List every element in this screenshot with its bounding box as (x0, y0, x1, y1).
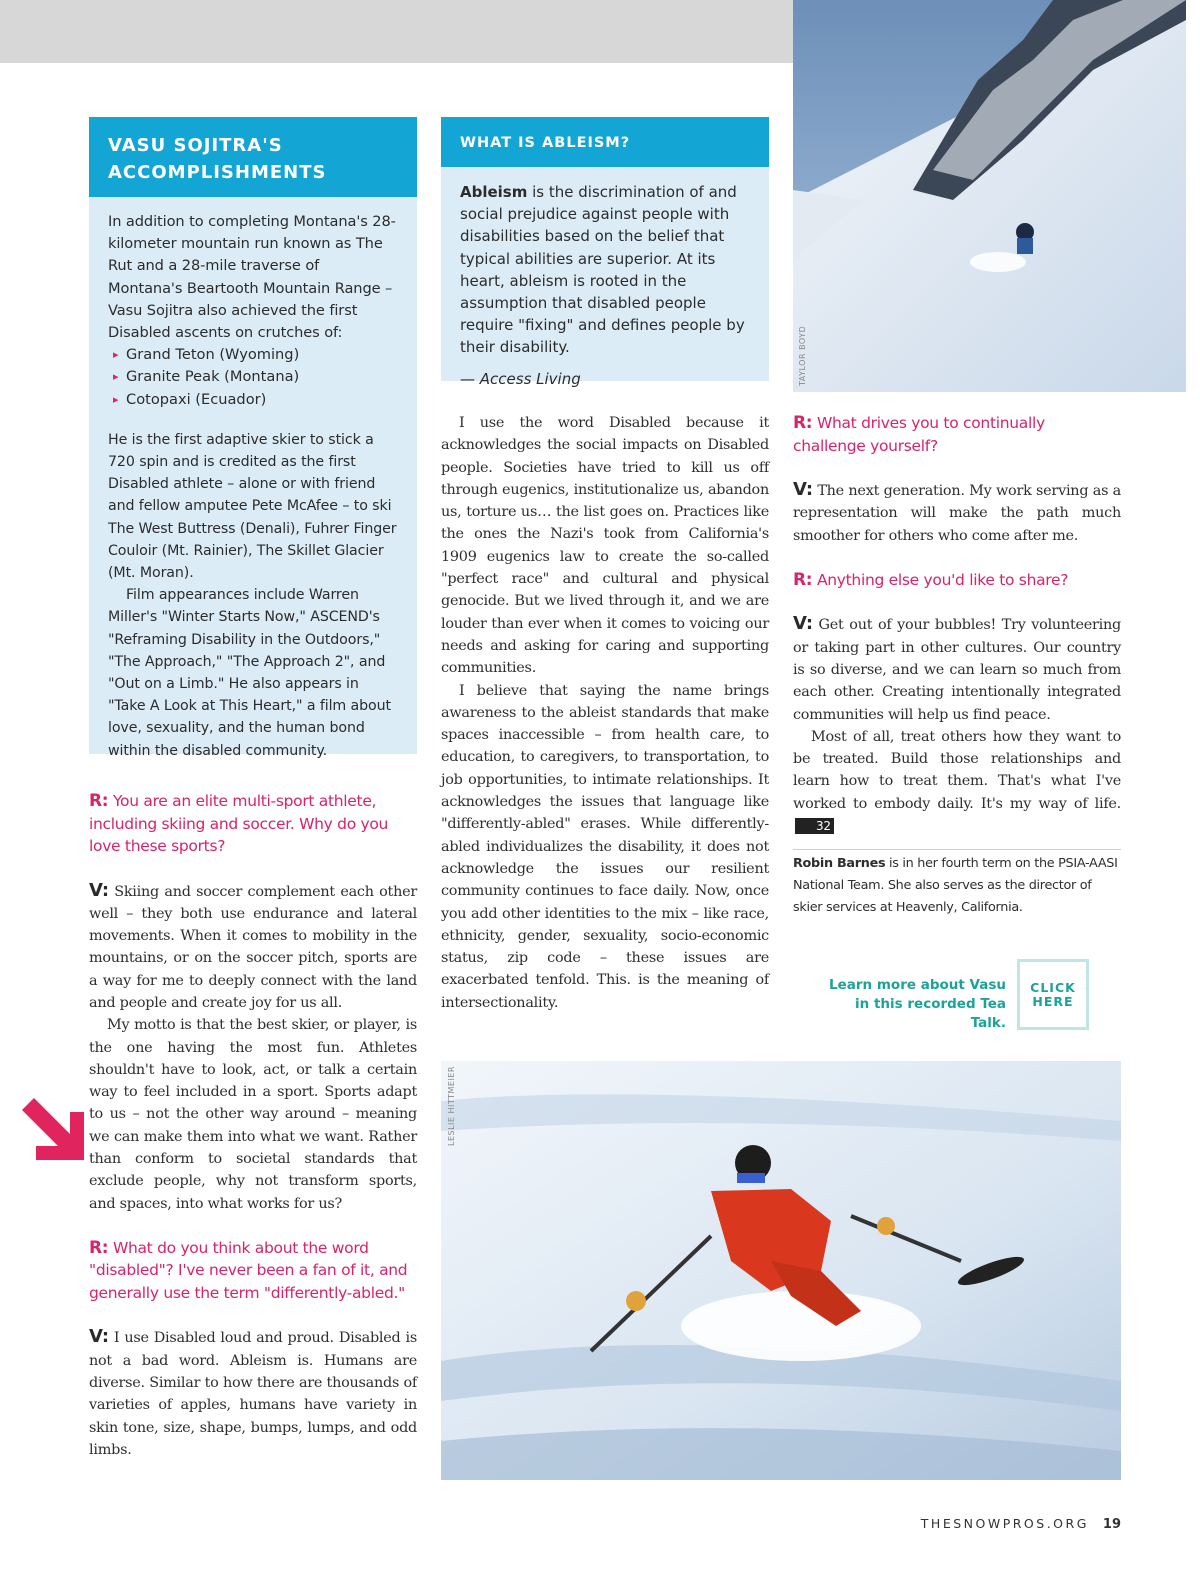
diagonal-arrow-icon (22, 1098, 88, 1166)
list-item: ▸ Granite Peak (Montana) (108, 366, 398, 388)
adaptive-skier-photo (441, 1061, 1121, 1480)
photo-credit-top: TAYLOR BOYD (798, 325, 807, 386)
answer: V: The next generation. My work serving as a representation will make the path much smoother for others who come after me. (793, 479, 1122, 544)
article-column-2 (441, 412, 769, 1014)
page-number: 19 (1102, 1517, 1121, 1532)
list-item: ▸ Cotopaxi (Ecuador) (108, 389, 398, 411)
answer: V: Skiing and soccer complement each other well – they both use endurance and lateral movements. When it comes to mobility in the mountains, or on the soccer pitch, sports are a way for me to deeply connect with the land and people and create joy for us all. (89, 879, 417, 1011)
accomplishments-intro: In addition to completing Montana's 28-kilometer mountain run known as The Rut and a 28-mile traverse of Montana's Beartooth Mountain Range – Vasu Sojitra also achieved the first Disabled ascents on crutches of: (108, 213, 396, 342)
accomplishments-heading: VASU SOJITRA'S ACCOMPLISHMENTS (89, 117, 417, 197)
question: R: You are an elite multi-sport athlete, including skiing and soccer. Why do you love these sports? (89, 791, 389, 855)
top-gray-bar (0, 0, 793, 63)
article-column-3 (793, 412, 1121, 919)
answer: V: I use Disabled loud and proud. Disabled is not a bad word. Ableism is. Humans are diverse. Similar to how there are thousands of varieties of apples, humans have variety in skin tone, size, shape, bumps, lumps, and odd limbs. (89, 1326, 417, 1458)
skier-mountain-photo (793, 0, 1186, 392)
accomplishments-para: Film appearances include Warren Miller's "Winter Starts Now," ASCEND's "Reframing Disability in the Outdoors," "The Approach," "The Approach 2", and "Out on a Limb." He also appears in "Take A Look at This Heart," a film about love, sexuality, and the human bond within the disabled community. (108, 587, 391, 759)
accomplishments-para: He is the first adaptive skier to stick a 720 spin and is credited as the first Disabled athlete – alone or with friend and fellow amputee Pete McAfee – to ski The West Buttress (Denali), Fuhrer Finger Couloir (Mt. Rainier), The Skillet Glacier (Mt. Moran). (108, 431, 397, 582)
question: R: Anything else you'd like to share? (793, 569, 1069, 590)
article-column-1 (89, 790, 417, 1461)
page-footer (880, 1516, 1121, 1532)
photo-credit-bottom: LESLIE HITTMEIER (447, 1066, 456, 1146)
accomplishments-box (89, 197, 417, 759)
answer: I believe that saying the name brings awareness to the ableist standards that make spaces inaccessible – from health care, to education, to caregivers, to transportation, to job opportunities, to intimate relationships. It acknowledges the issues that language like "differently-abled" erases. While differently-abled individualizes the disability, it does not acknowledge the issues our resilient community continues to face daily. Now, once you add other identities to the mix – like race, ethnicity, gender, sexuality, socio-economic status, zip code – these issues are exacerbated tenfold. This. is the meaning of intersectionality. (441, 682, 769, 1011)
ascents-list (108, 344, 398, 411)
ableism-box (441, 167, 769, 388)
end-mark: 32 (795, 818, 834, 834)
ableism-attribution: — Access Living (460, 369, 581, 388)
author-name: Robin Barnes (793, 856, 886, 872)
answer: I use the word Disabled because it acknowledges the social impacts on Disabled people. Societies have tried to kill us off through eugenics, institutionalize us, abandon us, torture us… the list goes on. Practices like the ones the Nazi's took from California's 1909 eugenics law to create the so-called "perfect race" and cultural and physical genocide. But we lived through it, and we are louder than ever when it comes to voicing our needs and asking for caring and supporting communities. (441, 415, 769, 677)
question: R: What drives you to continually challenge yourself? (793, 413, 1045, 455)
ableism-definition: Ableism is the discrimination of and social prejudice against people with disabilities based on the belief that typical abilities are superior. At its heart, ableism is rooted in the assumption that disabled people require "fixing" and defines people by their disability. (460, 183, 745, 357)
author-bio: Robin Barnes is in her fourth term on the PSIA-AASI National Team. She also serves as the director of skier services at Heavenly, California. (793, 856, 1118, 916)
ableism-term: Ableism (460, 183, 528, 201)
ableism-heading: WHAT IS ABLEISM? (441, 117, 769, 167)
click-here-button[interactable]: CLICK HERE (1017, 959, 1089, 1030)
answer: Most of all, treat others how they want to be treated. Build those relationships and learn how to treat them. That's what I've worked to embody daily. It's my way of life. 32 (793, 728, 1121, 834)
site-url[interactable]: THESNOWPROS.ORG (920, 1516, 1089, 1531)
tea-talk-callout: Learn more about Vasu in this recorded Tea Talk. (829, 977, 1006, 1031)
answer: My motto is that the best skier, or player, is the one having the most fun. Athletes shouldn't have to look, act, or talk a certain way to feel included in a sport. Sports adapt to us – not the other way around – meaning we can make them into what we want. Rather than conform to societal standards that exclude people, why not transform sports, and spaces, into what works for us? (89, 1017, 417, 1212)
answer: V: Get out of your bubbles! Try volunteering or taking part in other cultures. Our country is so diverse, and we can learn so much from each other. Creating intentionally integrated communities will help us find peace. (793, 613, 1121, 723)
question: R: What do you think about the word "disabled"? I've never been a fan of it, and generally use the term "differently-abled." (89, 1237, 408, 1302)
bio-divider (793, 849, 1121, 850)
list-item: ▸ Grand Teton (Wyoming) (108, 344, 398, 366)
